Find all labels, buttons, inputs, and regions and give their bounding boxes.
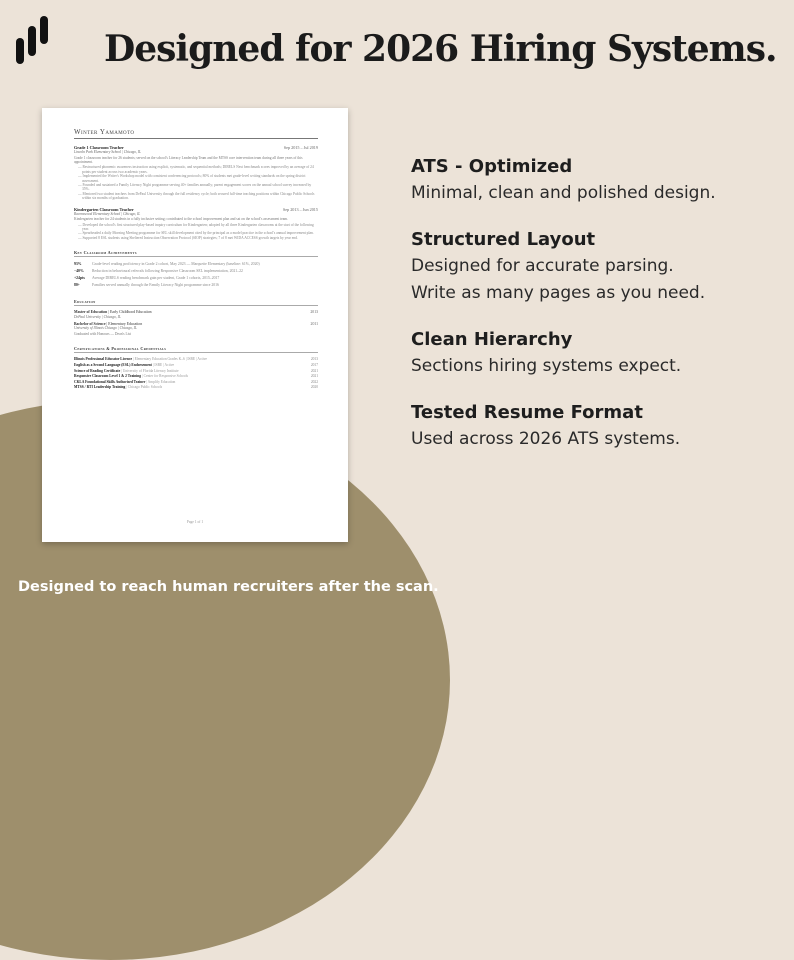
job-bullet: — Implemented the Writer's Workshop model with consistent conferencing protocols; 80% of students met grade-level writing standards on the spring district assessment. <box>74 174 318 183</box>
cert-row: MTSS / RTI Leadership Training | Chicago Public Schools 2020 <box>74 385 318 390</box>
resume-preview <box>42 108 348 542</box>
job-bullet: — Spearheaded a daily Morning Meeting programme for SEL skill development cited by the principal as a model practice in the school's annual improvement plan. <box>74 231 318 235</box>
achievement-row: +24pts Average DIBELS reading benchmark gain per student, Grade 1 cohorts, 2015–2017 <box>74 276 220 281</box>
job-header: Grade 1 Classroom Teacher Sep 2015 – Jul 2019 <box>74 145 318 150</box>
feature-title: ATS - Optimized <box>411 156 573 177</box>
feature-text: Designed for accurate parsing. <box>411 256 674 276</box>
section-heading: Key Classroom Achievements <box>74 250 137 256</box>
feature-item <box>411 402 791 453</box>
job-bullet: — Developed the school's first structured play-based inquiry curriculum for Kindergarten; adopted by all three Kindergarten classrooms at the start of the following year. <box>74 223 318 232</box>
feature-title: Tested Resume Format <box>411 402 643 423</box>
feature-text: Used across 2026 ATS systems. <box>411 429 681 449</box>
feature-item <box>411 229 791 307</box>
education-row: Master of Education | Early Childhood Education 2013 <box>74 310 318 315</box>
feature-title: Clean Hierarchy <box>411 329 573 350</box>
feature-text: Minimal, clean and polished design. <box>411 183 716 203</box>
feature-item <box>411 156 791 207</box>
job-bullet: — Mentored two student teachers from DePaul University through the full residency cycle; both secured full-time teaching positions within Chicago Public Schools within six months of graduation. <box>74 192 318 201</box>
job-school: Lincoln Park Elementary School | Chicago, IL <box>74 150 141 154</box>
job-bullet: — Supported 8 ESL students using Sheltered Instruction Observation Protocol (SIOP) strategies; 7 of 8 met WIDA ACCESS growth targets by year end. <box>74 236 318 240</box>
tagline: Designed to reach human recruiters after the scan. <box>18 579 439 595</box>
section-heading: Certifications & Professional Credentials <box>74 346 167 352</box>
job-bullet: — Restructured phonemic awareness instruction using explicit, systematic, and sequential methods; DIBELS Next benchmark scores improved by an average of 24 points per student across two academic years. <box>74 165 318 174</box>
resume-name: Winter Yamamoto <box>74 128 135 136</box>
cert-row: Science of Reading Certificate | University of Florida Literacy Institute 2021 <box>74 368 318 373</box>
achievement-row: 80+ Families served annually through the Family Literacy Night programme since 2016 <box>74 283 219 288</box>
education-school: DePaul University | Chicago, IL <box>74 315 121 320</box>
achievement-row: −40% Reduction in behavioural referrals following Responsive Classroom SEL implementation, 2021–22 <box>74 269 243 274</box>
section-heading: Education <box>74 299 96 305</box>
cert-row: English as a Second Language (ESL) Endorsement | ISBE | Active 2017 <box>74 363 318 368</box>
brand-logo-icon <box>16 16 56 68</box>
education-row: Bachelor of Science | Elementary Education 2011 <box>74 321 318 326</box>
page-number: Page 1 of 1 <box>186 520 204 524</box>
job-header: Kindergarten Classroom Teacher Sep 2013 – Jun 2015 <box>74 206 318 212</box>
achievement-row: 93% Grade-level reading proficiency in Grade 2 cohort, May 2023 — Marquette Elementary (baseline: 61%, 2020) <box>74 262 260 267</box>
job-school: Ravenswood Elementary School | Chicago, IL <box>74 211 141 216</box>
job-summary: Grade 1 classroom teacher for 26 students; served on the school's Literacy Leadership Team and the MTSS core intervention team during all three years of this appointment. <box>74 155 303 164</box>
page-headline: Designed for 2026 Hiring Systems. <box>104 28 777 70</box>
feature-text: Sections hiring systems expect. <box>411 356 682 376</box>
job-bullet: — Founded and sustained a Family Literacy Night programme serving 40+ families annually; parent engagement scores on the annual school survey increased by 35%. <box>74 183 318 192</box>
cert-row: Responsive Classroom Level 1 & 2 Training | Center for Responsive Schools 2021 <box>74 374 318 379</box>
feature-text: Write as many pages as you need. <box>411 283 706 303</box>
feature-item <box>411 329 791 380</box>
education-note: Graduated with Honours — Dean's List <box>74 332 132 337</box>
cert-row: Illinois Professional Educator Licence | Elementary Education Grades K–6 | ISBE | Active 2013 <box>74 357 318 362</box>
cert-row: CKLA Foundational Skills Authorised Trainer | Amplify Education 2022 <box>74 379 318 384</box>
feature-title: Structured Layout <box>411 229 596 250</box>
feature-list <box>411 156 791 475</box>
job-summary: Kindergarten teacher for 24 students in a fully inclusive setting; contributed to the school improvement plan and sat on the school's assessment team. <box>74 217 289 222</box>
education-school: University of Illinois Chicago | Chicago, IL <box>74 326 137 331</box>
